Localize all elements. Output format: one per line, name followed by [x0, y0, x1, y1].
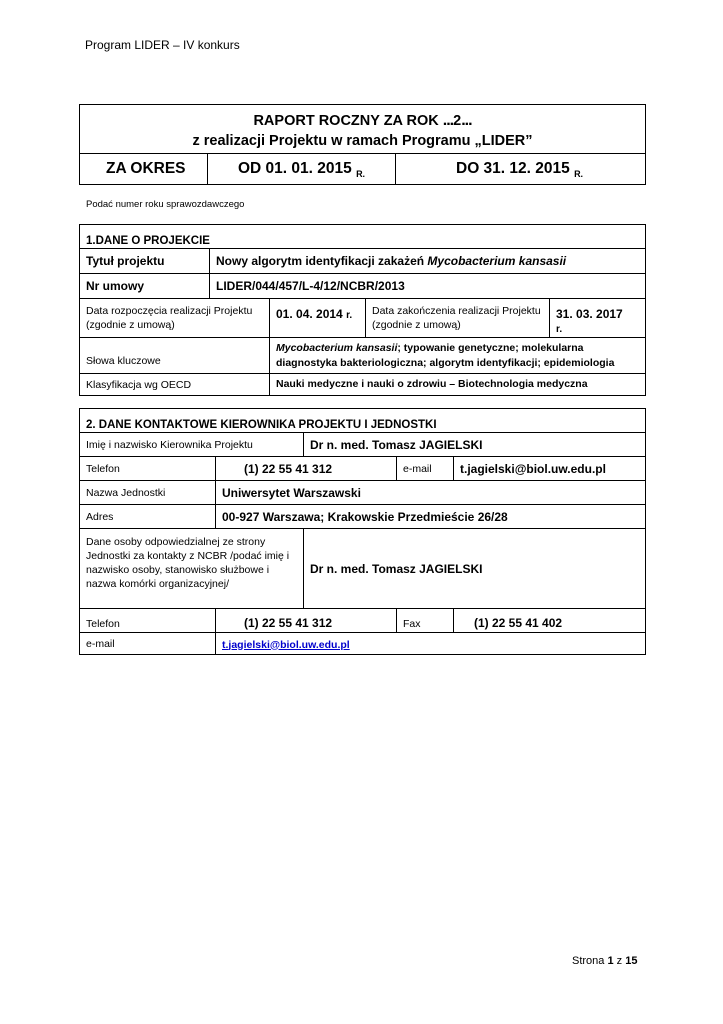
phone2-label: Telefon: [80, 609, 216, 633]
project-title-species: Mycobacterium kansasii: [427, 254, 567, 268]
project-title-value: [210, 249, 646, 274]
email-label: e-mail: [397, 457, 454, 481]
section1-heading: 1.DANE O PROJEKCIE: [80, 225, 646, 249]
email2-label: e-mail: [80, 633, 216, 655]
keywords-label: Słowa kluczowe: [80, 338, 270, 374]
period-label: ZA OKRES: [80, 154, 208, 185]
report-year-dots-left: ...: [442, 112, 454, 129]
report-title: [80, 105, 646, 154]
end-date-suffix: r.: [556, 324, 563, 335]
phone-label: Telefon: [80, 457, 216, 481]
report-title-prefix: RAPORT ROCZNY ZA ROK: [253, 113, 443, 129]
email-link[interactable]: t.jagielski@biol.uw.edu.pl: [222, 638, 350, 651]
footer-middle: z: [613, 955, 626, 967]
keywords-value: [270, 338, 646, 374]
manager-value: Dr n. med. Tomasz JAGIELSKI: [304, 433, 646, 457]
end-date-value: [550, 299, 646, 338]
contract-value: LIDER/044/457/L-4/12/NCBR/2013: [210, 274, 646, 299]
page-footer: [572, 955, 637, 967]
section2-heading: 2. DANE KONTAKTOWE KIEROWNIKA PROJEKTU I JEDNOSTKI: [80, 409, 646, 433]
email-value: t.jagielski@biol.uw.edu.pl: [454, 457, 646, 481]
report-year-dots-right: ...: [461, 112, 472, 129]
report-title-box: [79, 104, 646, 185]
start-date-label: Data rozpoczęcia realizacji Projektu (zgodnie z umową): [80, 299, 270, 338]
project-title-text: Nowy algorytm identyfikacji zakażeń: [216, 254, 428, 268]
contact-person-value: Dr n. med. Tomasz JAGIELSKI: [304, 529, 646, 609]
address-value: 00-927 Warszawa; Krakowskie Przedmieście 26/28: [216, 505, 646, 529]
project-title-label: Tytuł projektu: [80, 249, 210, 274]
keywords-text: ; typowanie genetyczne; molekularna diagnostyka bakteriologiczna; algorytm identyfikacji; epidemiologia: [276, 341, 615, 369]
unit-value: Uniwersytet Warszawski: [216, 481, 646, 505]
keywords-species: Mycobacterium kansasii: [276, 341, 398, 354]
unit-label: Nazwa Jednostki: [80, 481, 216, 505]
end-date-label: Data zakończenia realizacji Projektu (zgodnie z umową): [366, 299, 550, 338]
end-date: 31. 03. 2017: [556, 307, 623, 321]
period-to: [396, 154, 646, 185]
start-date-suffix: r.: [346, 310, 353, 321]
year-hint: Podać numer roku sprawozdawczego: [86, 199, 245, 210]
program-header: Program LIDER – IV konkurs: [85, 38, 240, 52]
period-to-date: DO 31. 12. 2015: [456, 159, 575, 177]
report-subtitle: z realizacji Projektu w ramach Programu „LIDER”: [192, 133, 533, 149]
footer-page-total: 15: [625, 955, 638, 967]
footer-prefix: Strona: [572, 955, 608, 967]
oecd-value: Nauki medyczne i nauki o zdrowiu – Biotechnologia medyczna: [270, 374, 646, 396]
email2-cell: [216, 633, 646, 655]
footer-page-number: 1: [607, 955, 614, 967]
report-year: 2: [453, 113, 462, 129]
phone2-value: (1) 22 55 41 312: [216, 609, 397, 633]
fax-value: (1) 22 55 41 402: [454, 609, 646, 633]
period-from-date: OD 01. 01. 2015: [238, 159, 357, 177]
contact-data-table: [79, 408, 646, 655]
phone-value: (1) 22 55 41 312: [216, 457, 397, 481]
period-from: [208, 154, 396, 185]
fax-label: Fax: [397, 609, 454, 633]
start-date: 01. 04. 2014: [276, 307, 343, 321]
contract-label: Nr umowy: [80, 274, 210, 299]
period-to-suffix: R.: [574, 168, 584, 179]
period-from-suffix: R.: [356, 168, 366, 179]
manager-label: Imię i nazwisko Kierownika Projektu: [80, 433, 304, 457]
project-data-table: [79, 224, 646, 396]
start-date-value: [270, 299, 366, 338]
oecd-label: Klasyfikacja wg OECD: [80, 374, 270, 396]
contact-person-label: Dane osoby odpowiedzialnej ze strony Jednostki za kontakty z NCBR /podać imię i nazwisko osoby, stanowisko służbowe i nazwa komórki organizacyjnej/: [80, 529, 304, 609]
address-label: Adres: [80, 505, 216, 529]
